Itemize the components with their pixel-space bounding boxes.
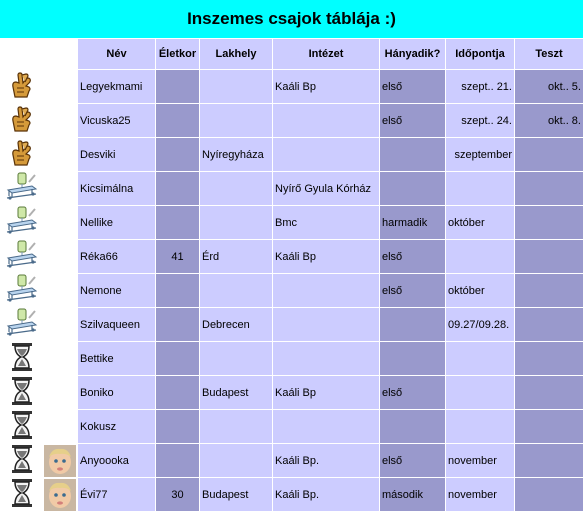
cell-lakhely: Budapest <box>200 376 273 410</box>
cell-hanyadik: első <box>380 274 446 308</box>
avatar-cell <box>43 444 78 478</box>
cell-nev: Boniko <box>78 376 156 410</box>
cell-nev: Desviki <box>78 138 156 172</box>
cell-nev: Szilvaqueen <box>78 308 156 342</box>
table-row <box>1 410 583 444</box>
hospital-bed-icon <box>5 172 39 205</box>
avatar-cell <box>43 240 78 274</box>
cell-teszt <box>515 308 583 342</box>
header-idopont: Időpontja <box>446 39 515 70</box>
avatar-cell <box>43 376 78 410</box>
crossed-fingers-icon <box>9 105 35 136</box>
cell-hanyadik <box>380 410 446 444</box>
cell-hanyadik <box>380 138 446 172</box>
cell-intezet: Bmc <box>273 206 380 240</box>
table-row <box>1 104 583 138</box>
cell-lakhely <box>200 444 273 478</box>
avatar-cell <box>43 342 78 376</box>
cell-idopont: november <box>446 444 515 478</box>
cell-teszt <box>515 342 583 376</box>
cell-hanyadik <box>380 172 446 206</box>
cell-teszt <box>515 274 583 308</box>
cell-eletkor <box>156 104 200 138</box>
cell-hanyadik: második <box>380 478 446 512</box>
cell-teszt <box>515 410 583 444</box>
table-row <box>1 376 583 410</box>
cell-eletkor <box>156 274 200 308</box>
cell-hanyadik: első <box>380 444 446 478</box>
cell-hanyadik: harmadik <box>380 206 446 240</box>
cell-nev: Anyoooka <box>78 444 156 478</box>
cell-eletkor: 41 <box>156 240 200 274</box>
avatar-cell <box>43 206 78 240</box>
cell-intezet: Kaáli Bp. <box>273 444 380 478</box>
status-icon-cell <box>1 376 43 410</box>
header-photo-col <box>43 39 78 70</box>
cell-eletkor: 30 <box>156 478 200 512</box>
cell-lakhely <box>200 342 273 376</box>
cell-idopont <box>446 376 515 410</box>
status-icon-cell <box>1 104 43 138</box>
header-hanyadik: Hányadik? <box>380 39 446 70</box>
cell-lakhely: Debrecen <box>200 308 273 342</box>
cell-teszt <box>515 478 583 512</box>
cell-intezet <box>273 308 380 342</box>
cell-eletkor <box>156 70 200 104</box>
cell-teszt <box>515 376 583 410</box>
cell-teszt: okt.. 5. <box>515 70 583 104</box>
cell-intezet <box>273 138 380 172</box>
header-teszt: Teszt <box>515 39 583 70</box>
status-icon-cell <box>1 410 43 444</box>
cell-idopont: szept.. 24. <box>446 104 515 138</box>
header-nev: Név <box>78 39 156 70</box>
cell-idopont <box>446 342 515 376</box>
table-row <box>1 70 583 104</box>
hourglass-icon <box>10 342 34 375</box>
cell-intezet: Nyírő Gyula Kórház <box>273 172 380 206</box>
header-lakhely: Lakhely <box>200 39 273 70</box>
cell-lakhely <box>200 206 273 240</box>
cell-hanyadik: első <box>380 376 446 410</box>
cell-teszt <box>515 138 583 172</box>
avatar <box>44 479 76 511</box>
cell-eletkor <box>156 410 200 444</box>
cell-nev: Réka66 <box>78 240 156 274</box>
cell-nev: Évi77 <box>78 478 156 512</box>
cell-lakhely: Budapest <box>200 478 273 512</box>
cell-idopont: szept.. 21. <box>446 70 515 104</box>
cell-lakhely: Nyíregyháza <box>200 138 273 172</box>
cell-eletkor <box>156 138 200 172</box>
status-icon-cell <box>1 172 43 206</box>
cell-intezet: Kaáli Bp. <box>273 478 380 512</box>
cell-intezet <box>273 104 380 138</box>
avatar-cell <box>43 104 78 138</box>
status-icon-cell <box>1 138 43 172</box>
cell-eletkor <box>156 376 200 410</box>
hospital-bed-icon <box>5 308 39 341</box>
cell-nev: Nemone <box>78 274 156 308</box>
cell-eletkor <box>156 308 200 342</box>
cell-hanyadik <box>380 342 446 376</box>
cell-idopont <box>446 240 515 274</box>
header-row <box>1 39 583 70</box>
cell-teszt <box>515 172 583 206</box>
cell-lakhely: Érd <box>200 240 273 274</box>
cell-lakhely <box>200 70 273 104</box>
avatar-cell <box>43 274 78 308</box>
avatar-cell <box>43 308 78 342</box>
table-row <box>1 478 583 512</box>
cell-teszt <box>515 240 583 274</box>
hourglass-icon <box>10 410 34 443</box>
cell-nev: Kokusz <box>78 410 156 444</box>
avatar-cell <box>43 70 78 104</box>
cell-eletkor <box>156 444 200 478</box>
avatar-cell <box>43 172 78 206</box>
hourglass-icon <box>10 478 34 511</box>
cell-teszt <box>515 444 583 478</box>
table-row <box>1 138 583 172</box>
avatar-cell <box>43 138 78 172</box>
crossed-fingers-icon <box>9 71 35 102</box>
cell-hanyadik: első <box>380 240 446 274</box>
cell-hanyadik: első <box>380 70 446 104</box>
cell-idopont <box>446 410 515 444</box>
header-intezet: Intézet <box>273 39 380 70</box>
status-icon-cell <box>1 444 43 478</box>
avatar-cell <box>43 478 78 512</box>
header-icon-col <box>1 39 43 70</box>
cell-idopont: november <box>446 478 515 512</box>
hospital-bed-icon <box>5 206 39 239</box>
cell-intezet: Kaáli Bp <box>273 70 380 104</box>
hospital-bed-icon <box>5 274 39 307</box>
cell-intezet <box>273 274 380 308</box>
cell-idopont: október <box>446 274 515 308</box>
table-row <box>1 206 583 240</box>
status-icon-cell <box>1 70 43 104</box>
status-icon-cell <box>1 478 43 512</box>
table-row <box>1 274 583 308</box>
status-icon-cell <box>1 240 43 274</box>
table-row <box>1 444 583 478</box>
cell-nev: Kicsimálna <box>78 172 156 206</box>
cell-nev: Nellike <box>78 206 156 240</box>
cell-idopont: 09.27/09.28. <box>446 308 515 342</box>
cell-hanyadik: első <box>380 104 446 138</box>
cell-intezet <box>273 342 380 376</box>
cell-lakhely <box>200 410 273 444</box>
table-row <box>1 342 583 376</box>
status-icon-cell <box>1 308 43 342</box>
page-title: Inszemes csajok táblája :) <box>0 0 583 38</box>
status-icon-cell <box>1 274 43 308</box>
status-icon-cell <box>1 206 43 240</box>
crossed-fingers-icon <box>9 139 35 170</box>
hourglass-icon <box>10 376 34 409</box>
cell-intezet <box>273 410 380 444</box>
table-row <box>1 240 583 274</box>
status-icon-cell <box>1 342 43 376</box>
cell-intezet: Kaáli Bp <box>273 376 380 410</box>
cell-eletkor <box>156 172 200 206</box>
cell-nev: Bettike <box>78 342 156 376</box>
cell-lakhely <box>200 104 273 138</box>
cell-idopont <box>446 172 515 206</box>
cell-teszt <box>515 206 583 240</box>
table-row <box>1 308 583 342</box>
cell-lakhely <box>200 274 273 308</box>
cell-idopont: október <box>446 206 515 240</box>
cell-eletkor <box>156 206 200 240</box>
data-table <box>0 38 583 512</box>
cell-lakhely <box>200 172 273 206</box>
avatar-cell <box>43 410 78 444</box>
header-eletkor: Életkor <box>156 39 200 70</box>
table-row <box>1 172 583 206</box>
hourglass-icon <box>10 444 34 477</box>
cell-nev: Legyekmami <box>78 70 156 104</box>
cell-teszt: okt.. 8. <box>515 104 583 138</box>
hospital-bed-icon <box>5 240 39 273</box>
cell-hanyadik <box>380 308 446 342</box>
cell-intezet: Kaáli Bp <box>273 240 380 274</box>
cell-nev: Vicuska25 <box>78 104 156 138</box>
avatar <box>44 445 76 477</box>
cell-eletkor <box>156 342 200 376</box>
cell-idopont: szeptember <box>446 138 515 172</box>
